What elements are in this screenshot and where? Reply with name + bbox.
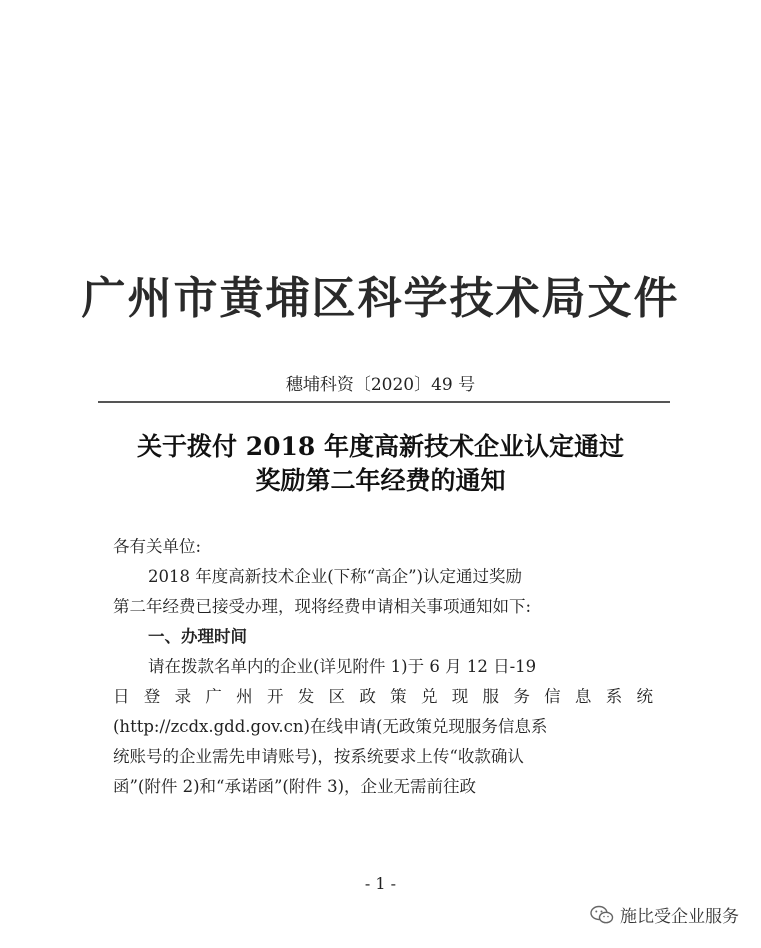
paragraph-1-line-1: 2018 年度高新技术企业(下称“高企”)认定通过奖励 [148, 567, 522, 586]
notice-title-line-1: 关于拨付 2018 年度高新技术企业认定通过 [137, 432, 624, 461]
salutation: 各有关单位: [113, 537, 202, 556]
notice-title-line-2: 奖励第二年经费的通知 [255, 466, 506, 495]
paragraph-1-line-2: 第二年经费已接受办理，现将经费申请相关事项通知如下: [113, 597, 532, 616]
paragraph-2-line-3: (http://zcdx.gdd.gov.cn)在线申请(无政策兑现服务信息系 [113, 717, 548, 736]
paragraph-2-line-5: 函”(附件 2)和“承诺函”(附件 3)，企业无需前往政 [113, 777, 477, 796]
page-number: - 1 - [364, 874, 397, 893]
agency-header: 广州市黄埔区科学技术局文件 [81, 273, 680, 324]
document-number: 穗埔科资〔2020〕49 号 [285, 375, 476, 395]
wechat-icon [590, 905, 614, 925]
watermark-text: 施比受企业服务 [620, 907, 739, 927]
header-divider [98, 401, 670, 403]
paragraph-2-line-1: 请在拨款名单内的企业(详见附件 1)于 6 月 12 日-19 [148, 657, 537, 676]
notice-body [113, 532, 653, 802]
watermark [590, 902, 739, 927]
section-heading-processing-time: 一、办理时间 [148, 627, 247, 646]
paragraph-2-line-4: 统账号的企业需先申请账号)，按系统要求上传“收款确认 [113, 747, 524, 766]
notice-title [0, 430, 761, 498]
paragraph-2-line-2: 日登录广州开发区政策兑现服务信息系统 [113, 687, 653, 706]
